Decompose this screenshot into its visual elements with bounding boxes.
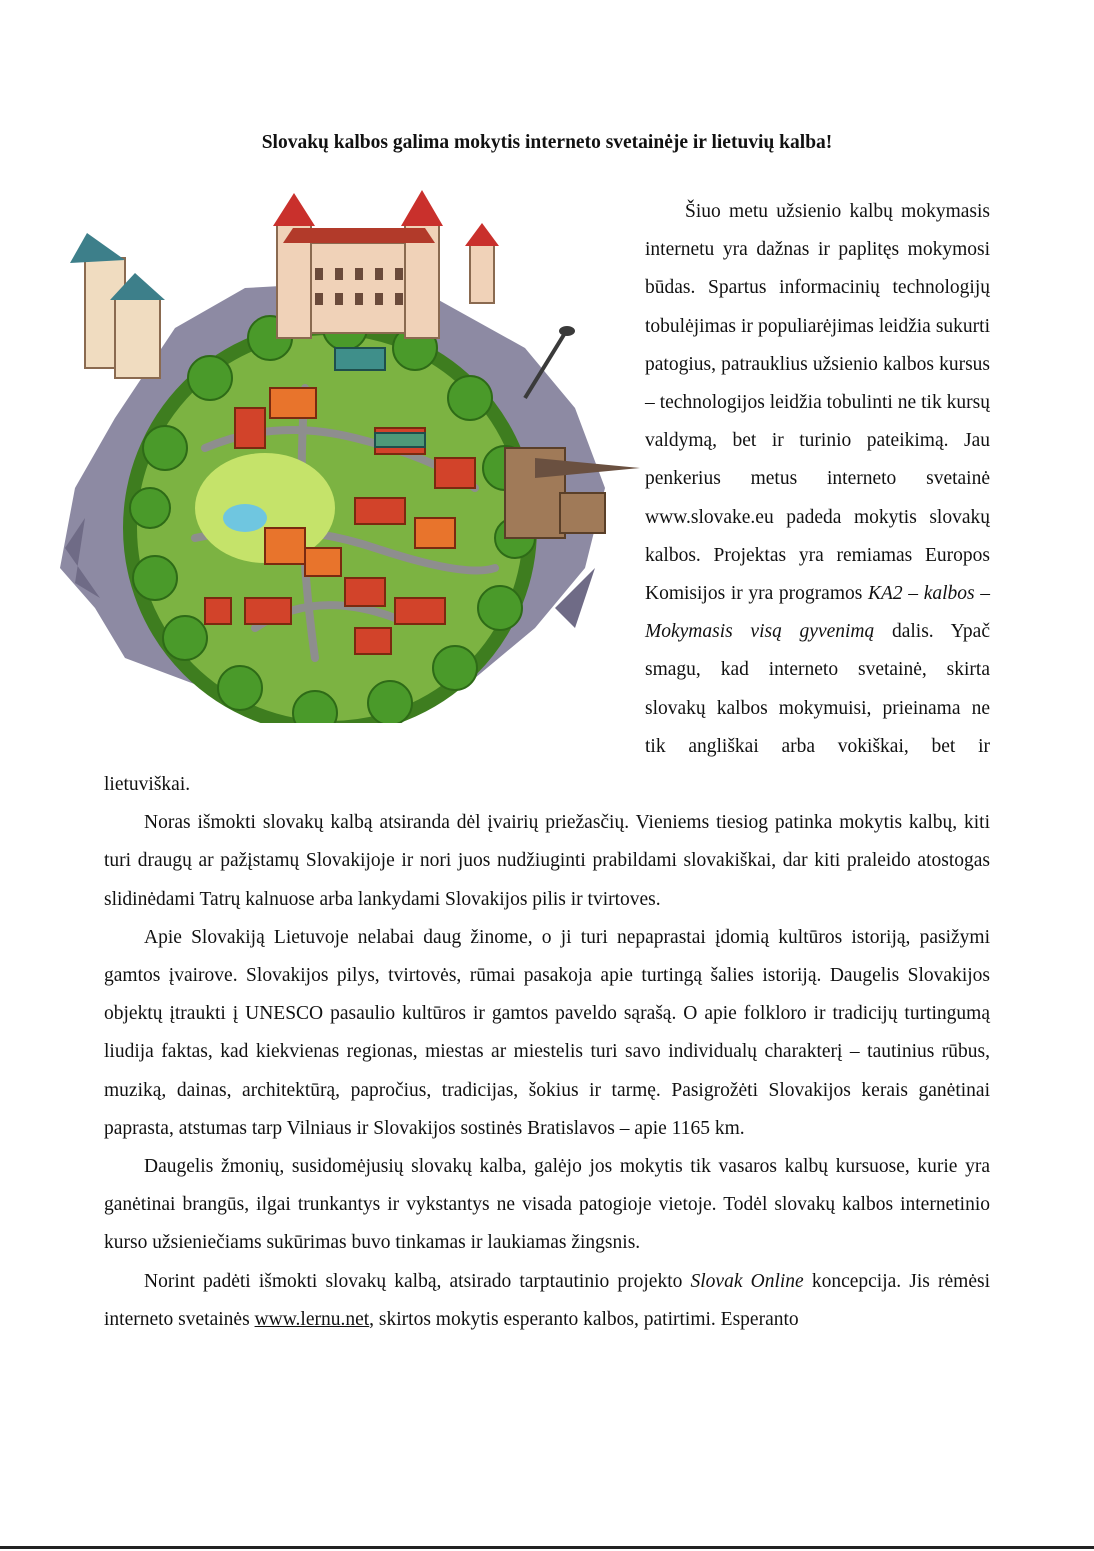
paragraph-1-end: dalis. Ypač smagu, kad interneto svetainė, skirta slovakų kalbos mokymuisi, prieinama ne tik angliškai arba vokiškai, bet ir lietuviškai. — [104, 621, 990, 796]
paragraph-5-end: , skirtos mokytis esperanto kalbos, patirtimi. Esperanto — [369, 1308, 799, 1330]
project-name: Slovak Online — [690, 1270, 804, 1292]
article-body — [104, 193, 990, 1339]
paragraph-3: Apie Slovakiją Lietuvoje nelabai daug žinome, o ji turi nepaprastai įdomią kultūros istoriją, pasižymi gamtos įvairove. Slovakijos pilys, tvirtovės, rūmai pasakoja apie turtingą šalies istoriją. Daugelis Slovakijos objektų įtraukti į UNESCO pasaulio kultūros ir gamtos paveldo sąrašą. O apie folkloro ir tradicijų turtingumą liudija faktas, kad kiekvienas regionas, miestas ar miestelis turi savo individualų charakterį – tautinius rūbus, muziką, dainas, architektūrą, papročius, tradicijas, šokius ir tarmę. Pasigrožėti Slovakijos kerais ganėtinai paprasta, atstumas tarp Vilniaus ir Slovakijos sostinės Bratislavos – apie 1165 km. — [104, 926, 990, 1139]
paragraph-2: Noras išmokti slovakų kalbą atsiranda dėl įvairių priežasčių. Vieniems tiesiog patinka mokytis kalbų, kiti turi draugų ar pažįstamų Slovakijoje ir nori juos nudžiuginti prabildami slovakiškai, dar kiti praleido atostogas slidinėdami Tatrų kalnuose arba lankydami Slovakijos pilis ir tvirtoves. — [104, 812, 990, 910]
illustration-spacer — [104, 193, 645, 763]
page-bottom-rule — [0, 1546, 1094, 1549]
paragraph-1-text: Šiuo metu užsienio kalbų mokymasis internetu yra dažnas ir paplitęs mokymosi būdas. Spartus informacinių technologijų tobulėjimas ir populiarėjimas leidžia sukurti patogius, patrauklius užsienio kalbos kursus – technologijos leidžia tobulinti ne tik kursų valdymą, bet ir turinio pateikimą. Jau penkerius metus interneto svetainė www.slovake.eu padeda mokytis slovakų kalbos. Projektas yra remiamas Europos Komisijos ir yra programos — [645, 201, 990, 605]
paragraph-5-mid: koncepcija. Jis rėmėsi interneto svetainės — [104, 1270, 990, 1330]
program-name: KA2 – kalbos – Mokymasis visą gyvenimą — [645, 583, 990, 643]
paragraph-4: Daugelis žmonių, susidomėjusių slovakų kalba, galėjo jos mokytis tik vasaros kalbų kursuose, kurie yra ganėtinai brangūs, ilgai trunkantys ir vykstantys ne visada patogioje vietoje. Todėl slovakų kalbos internetinio kurso užsieniečiams sukūrimas buvo tinkamas ir laukiamas žingsnis. — [104, 1156, 990, 1254]
paragraph-5 — [104, 1263, 990, 1339]
paragraph-5-text: Norint padėti išmokti slovakų kalbą, atsirado tarptautinio projekto — [144, 1270, 691, 1292]
page-title: Slovakų kalbos galima mokytis interneto svetainėje ir lietuvių kalba! — [261, 132, 833, 153]
lernu-link[interactable]: www.lernu.net — [254, 1308, 370, 1330]
